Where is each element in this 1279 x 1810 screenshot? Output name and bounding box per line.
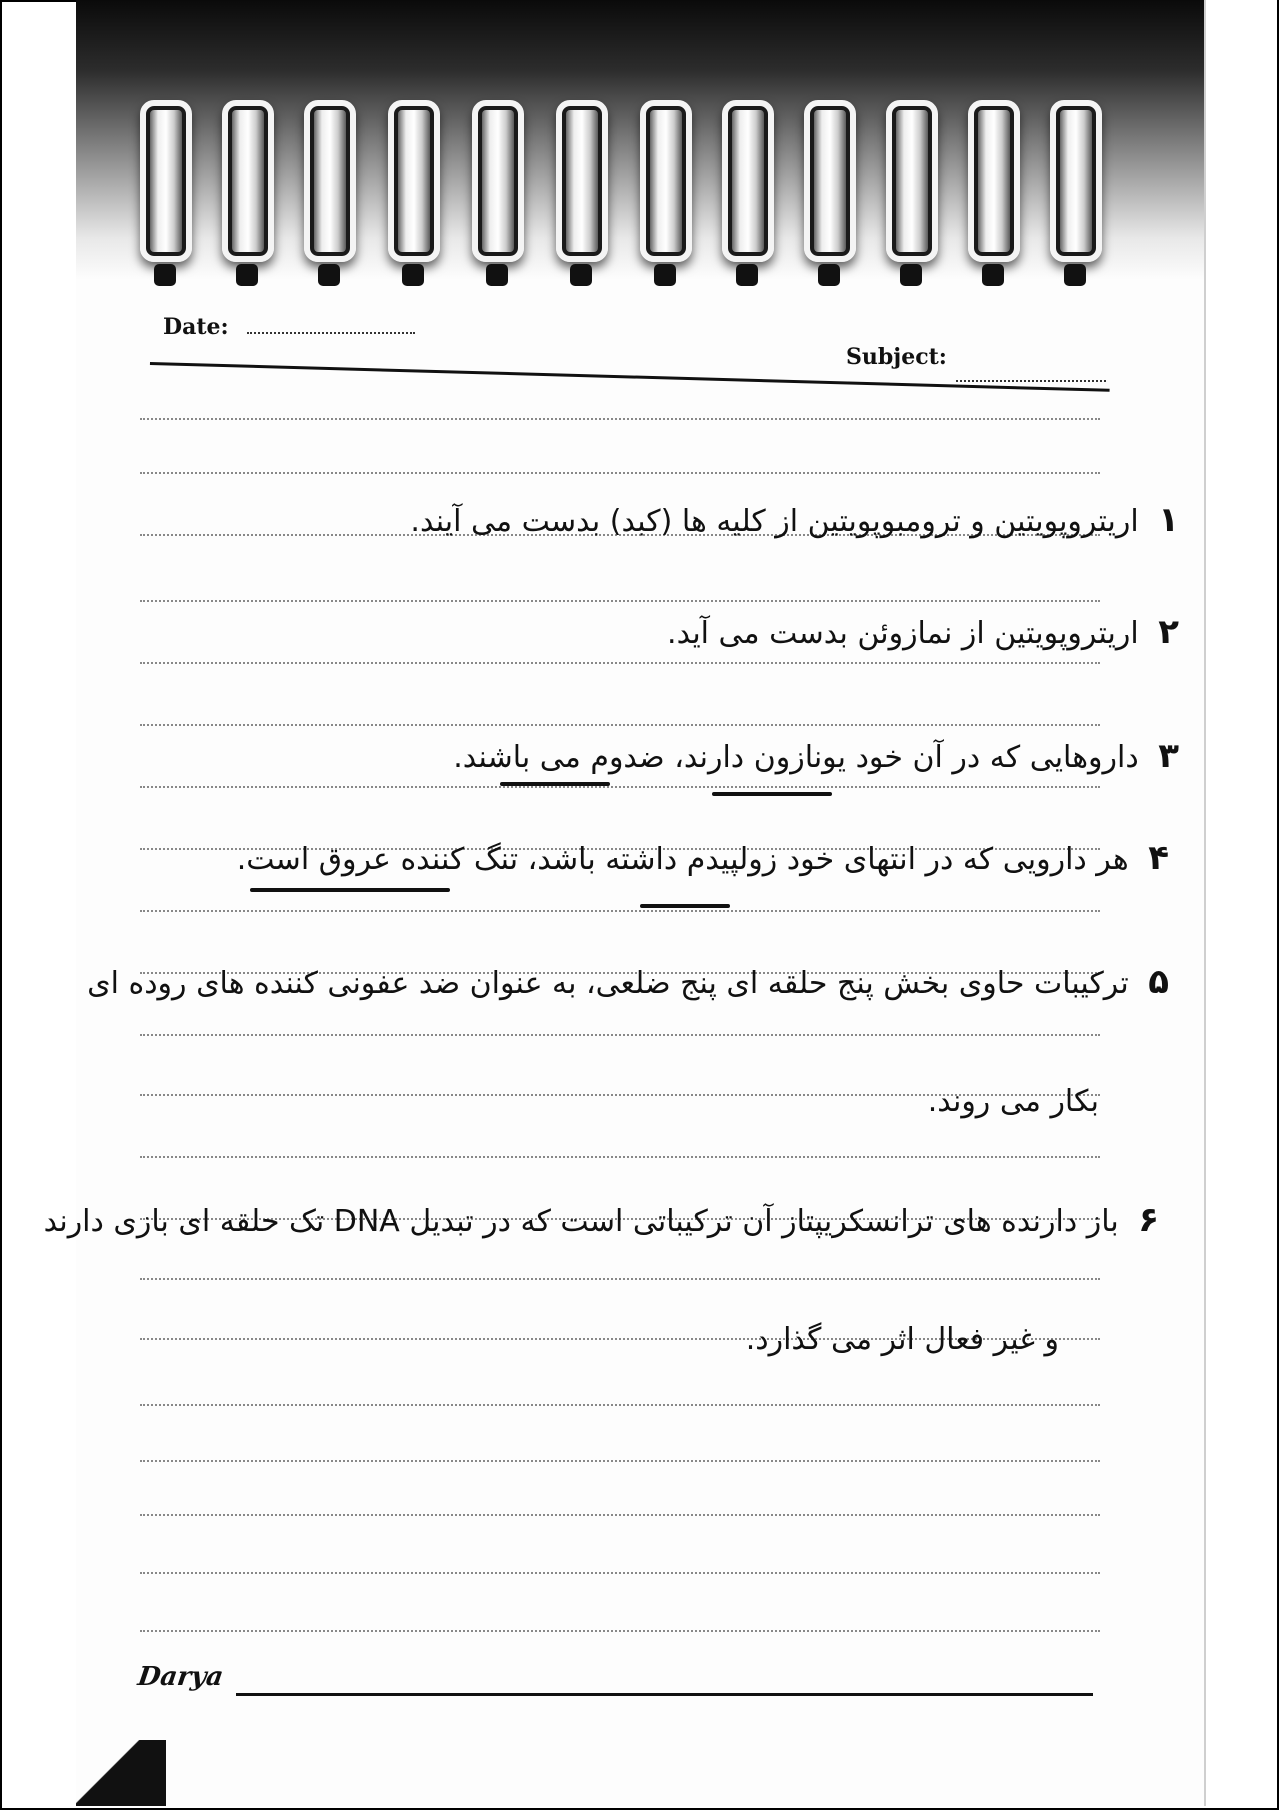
emphasis-underline bbox=[250, 888, 450, 892]
ruled-line bbox=[140, 662, 1100, 664]
note-text: داروهایی که در آن خود یونازون دارند، ضدوم می باشند. bbox=[453, 740, 1139, 775]
spiral-ring bbox=[304, 100, 356, 262]
note-continuation: و غیر فعال اثر می گذارد. bbox=[745, 1322, 1059, 1357]
ruled-line bbox=[140, 1572, 1100, 1574]
ruled-line bbox=[140, 1630, 1100, 1632]
subject-field-line bbox=[956, 380, 1106, 382]
note-item bbox=[453, 736, 1179, 776]
page-corner-shadow bbox=[76, 1740, 166, 1806]
ruled-line bbox=[140, 418, 1100, 420]
ruled-line bbox=[140, 600, 1100, 602]
note-text: باز دارنده های ترانسکریپتاز آن ترکیباتی است که در تبدیل DNA تک حلقه ای بازی دارند bbox=[43, 1204, 1119, 1239]
note-number: ۴ bbox=[1148, 838, 1169, 878]
spiral-ring bbox=[140, 100, 192, 262]
note-number: ۲ bbox=[1158, 612, 1179, 652]
spiral-ring bbox=[1050, 100, 1102, 262]
emphasis-underline bbox=[640, 904, 730, 908]
note-item bbox=[237, 838, 1169, 878]
note-number: ۵ bbox=[1148, 962, 1169, 1002]
spiral-ring bbox=[222, 100, 274, 262]
ruled-line bbox=[140, 1514, 1100, 1516]
spiral-ring bbox=[640, 100, 692, 262]
emphasis-underline bbox=[500, 782, 610, 786]
note-text: اریتروپویتین و ترومبوپویتین از کلیه ها (کبد) بدست می آیند. bbox=[410, 504, 1139, 539]
ruled-line bbox=[140, 910, 1100, 912]
spiral-ring bbox=[722, 100, 774, 262]
date-field-line bbox=[247, 332, 415, 334]
note-text: هر دارویی که در انتهای خود زولپیدم داشته باشد، تنگ کننده عروق است. bbox=[236, 842, 1129, 877]
spiral-ring bbox=[804, 100, 856, 262]
subject-label: Subject: bbox=[846, 344, 947, 370]
brand-logo: Darya bbox=[135, 1662, 226, 1692]
note-number: ۶ bbox=[1138, 1200, 1159, 1240]
note-number: ۱ bbox=[1158, 500, 1179, 540]
footer-rule bbox=[236, 1693, 1093, 1696]
ruled-line bbox=[140, 786, 1100, 788]
ruled-line bbox=[140, 724, 1100, 726]
note-item bbox=[44, 1200, 1159, 1240]
ruled-line bbox=[140, 472, 1100, 474]
note-number: ۳ bbox=[1158, 736, 1179, 776]
spiral-ring bbox=[556, 100, 608, 262]
spiral-ring bbox=[968, 100, 1020, 262]
spiral-ring bbox=[388, 100, 440, 262]
ruled-line bbox=[140, 1034, 1100, 1036]
ruled-line bbox=[140, 1460, 1100, 1462]
page-margin-strip bbox=[1204, 0, 1277, 1806]
spiral-ring bbox=[472, 100, 524, 262]
note-continuation: بکار می روند. bbox=[927, 1084, 1099, 1119]
note-item bbox=[667, 612, 1179, 652]
ruled-line bbox=[140, 1404, 1100, 1406]
date-label: Date: bbox=[163, 314, 229, 340]
spiral-ring bbox=[886, 100, 938, 262]
note-text: ترکیبات حاوی بخش پنج حلقه ای پنج ضلعی، به عنوان ضد عفونی کننده های روده ای bbox=[87, 966, 1129, 1001]
note-text: اریتروپویتین از نمازوئن بدست می آید. bbox=[667, 616, 1139, 651]
note-item bbox=[410, 500, 1179, 540]
ruled-line bbox=[140, 1278, 1100, 1280]
note-item bbox=[87, 962, 1169, 1002]
ruled-line bbox=[140, 1156, 1100, 1158]
emphasis-underline bbox=[712, 792, 832, 796]
spiral-binding bbox=[140, 100, 1120, 290]
